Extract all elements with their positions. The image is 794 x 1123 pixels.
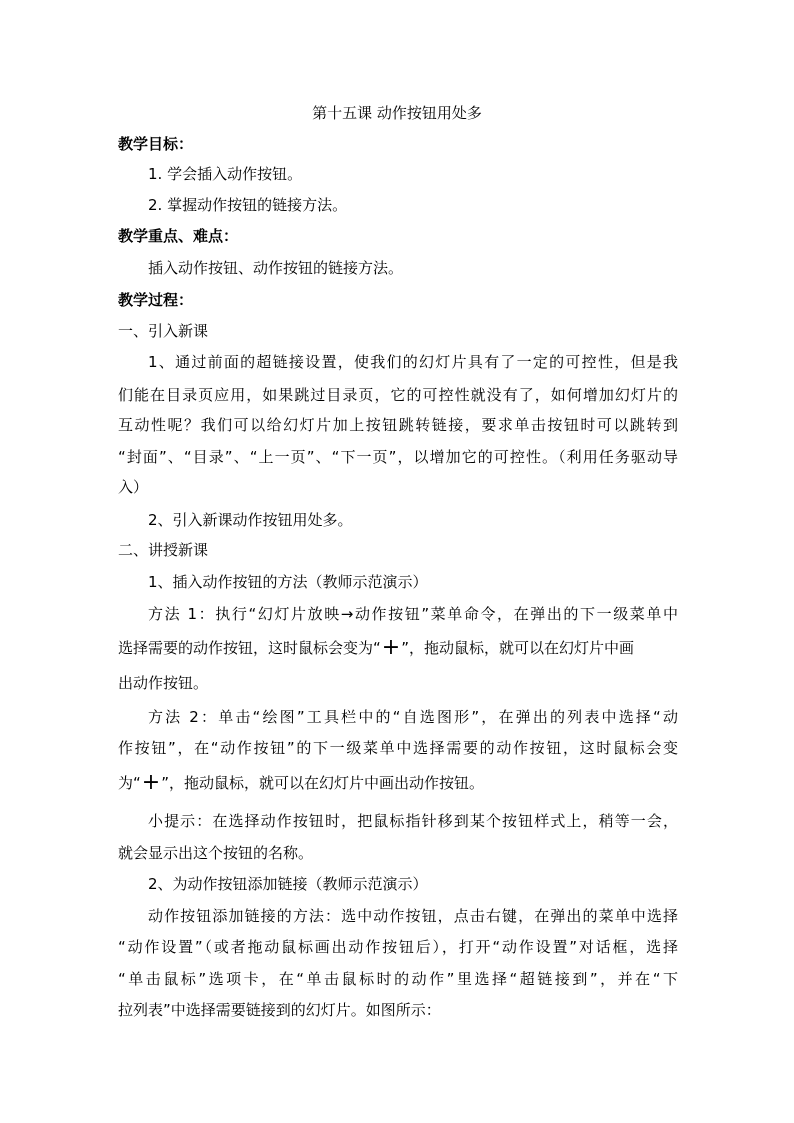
goal-item-1: 1. 学会插入动作按钮。 (148, 165, 303, 183)
method-1-line-2-end: ”，拖动鼠标，就可以在幻灯片中画 (401, 639, 634, 657)
heading-process: 教学过程： (118, 291, 194, 309)
method-2-line-2: 作按钮”，在“动作按钮”的下一级菜单中选择需要的动作按钮，这时鼠标会变 (118, 739, 678, 757)
subsection-1-title: 1、插入动作按钮的方法（教师示范演示） (148, 573, 428, 591)
subsection-2-title: 2、为动作按钮添加链接（教师示范演示） (148, 875, 428, 893)
goal-item-2: 2. 掌握动作按钮的链接方法。 (148, 196, 348, 214)
lesson-title: 第十五课 动作按钮用处多 (312, 104, 482, 122)
crosshair-cursor-icon: + (381, 635, 401, 660)
key-points-text: 插入动作按钮、动作按钮的链接方法。 (148, 259, 404, 277)
para-1-line-5: 入） (118, 478, 149, 496)
para-1-line-4: “封面”、“目录”、“上一页”、“下一页”，以增加它的可控性。（利用任务驱动导 (118, 448, 678, 466)
para-2: 2、引入新课动作按钮用处多。 (148, 511, 353, 529)
para-1-line-2: 们能在目录页应用，如果跳过目录页，它的可控性就没有了，如何增加幻灯片的 (118, 386, 678, 404)
para-1-line-1: 1、通过前面的超链接设置，使我们的幻灯片具有了一定的可控性，但是我 (148, 353, 678, 371)
heading-goals: 教学目标： (118, 135, 194, 153)
link-para-line-2: “动作设置”（或者拖动鼠标画出动作按钮后），打开“动作设置”对话框，选择 (118, 938, 678, 956)
method-1-line-1: 方法 1：执行“幻灯片放映→动作按钮”菜单命令，在弹出的下一级菜单中 (148, 605, 678, 623)
method-1-line-2 (118, 635, 678, 660)
heading-key-points: 教学重点、难点： (118, 227, 239, 245)
section-1-title: 一、引入新课 (118, 322, 209, 340)
tip-line-1: 小提示：在选择动作按钮时，把鼠标指针移到某个按钮样式上，稍等一会， (148, 812, 678, 830)
link-para-line-4: 拉列表”中选择需要链接到的幻灯片。如图所示： (118, 1001, 441, 1019)
section-2-title: 二、讲授新课 (118, 541, 209, 559)
method-1-line-3: 出动作按钮。 (118, 674, 209, 692)
method-2-line-3 (118, 770, 678, 795)
method-2-line-3-end: ”，拖动鼠标，就可以在幻灯片中画出动作按钮。 (161, 774, 484, 792)
method-1-line-2-start: 选择需要的动作按钮，这时鼠标会变为“ (118, 639, 381, 657)
link-para-line-3: “单击鼠标”选项卡，在“单击鼠标时的动作”里选择“超链接到”，并在“下 (118, 970, 678, 988)
link-para-line-1: 动作按钮添加链接的方法：选中动作按钮，点击右键，在弹出的菜单中选择 (148, 907, 678, 925)
para-1-line-3: 互动性呢？我们可以给幻灯片加上按钮跳转链接，要求单击按钮时可以跳转到 (118, 416, 678, 434)
method-2-line-1: 方法 2：单击“绘图”工具栏中的“自选图形”，在弹出的列表中选择“动 (148, 708, 678, 726)
tip-line-2: 就会显示出这个按钮的名称。 (118, 844, 314, 862)
crosshair-cursor-icon: + (141, 770, 161, 795)
method-2-line-3-start: 为“ (118, 774, 141, 792)
